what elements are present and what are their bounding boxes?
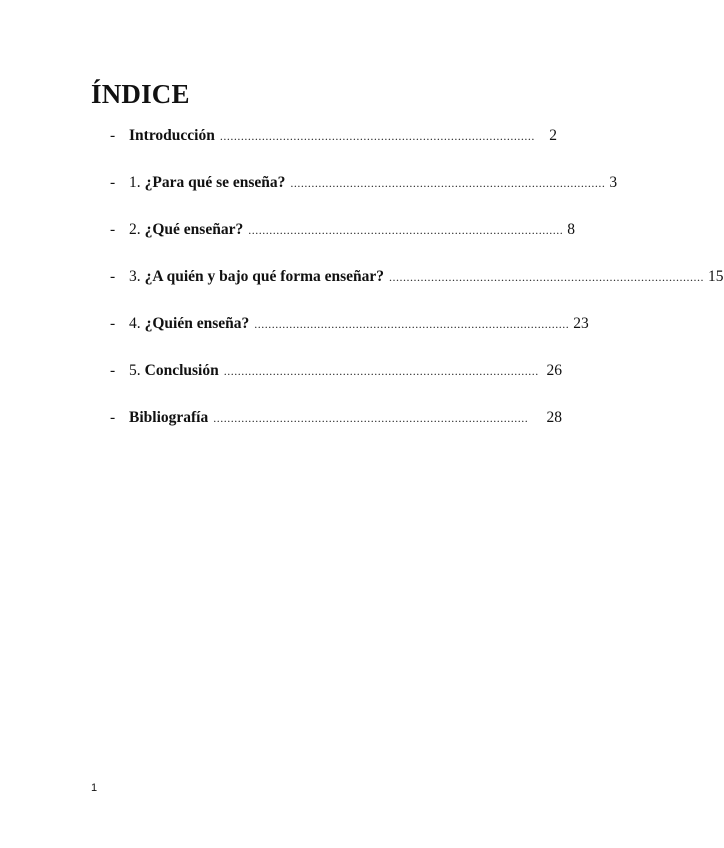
toc-entry-number: 2.	[129, 221, 141, 238]
toc-dot-leader: ..........................................................................................	[248, 223, 564, 237]
toc-dot-leader: ..........................................................................................	[290, 176, 606, 190]
toc-bullet: -	[110, 127, 116, 144]
toc-page-number: 3	[609, 174, 618, 191]
toc-entry-label: ¿Quién enseña?	[144, 315, 250, 332]
toc-bullet: -	[110, 174, 116, 191]
toc-entry-para-que-se-ensena[interactable]	[110, 171, 618, 195]
toc-entry-label: ¿A quién y bajo qué forma enseñar?	[144, 268, 385, 285]
toc-page-number: 2	[549, 127, 557, 144]
toc-entry-label: Bibliografía	[129, 409, 209, 426]
toc-bullet: -	[110, 362, 116, 379]
toc-page-number: 23	[573, 315, 589, 332]
toc-entry-conclusion[interactable]	[110, 359, 562, 383]
toc-entry-bibliografia[interactable]	[110, 406, 562, 430]
toc-entry-label: Conclusión	[144, 362, 219, 379]
toc-page-number: 26	[546, 362, 562, 379]
toc-page-number: 28	[546, 409, 562, 426]
toc-page-number: 15	[708, 268, 724, 285]
toc-dot-leader: ..........................................................................................	[219, 129, 535, 143]
toc-entry-number: 4.	[129, 315, 141, 332]
toc-dot-leader: ..........................................................................................	[254, 317, 570, 331]
toc-entry-label: ¿Para qué se enseña?	[144, 174, 286, 191]
toc-page-number: 8	[567, 221, 575, 238]
toc-dot-leader: ..........................................................................................	[389, 270, 705, 284]
toc-entry-label: Introducción	[129, 127, 215, 144]
toc-entry-quien-ensena[interactable]	[110, 312, 589, 336]
toc-entry-a-quien-ensenar[interactable]	[110, 265, 724, 289]
toc-bullet: -	[110, 315, 116, 332]
toc-entry-number: 3.	[129, 268, 141, 285]
toc-entry-introduccion[interactable]	[110, 124, 557, 148]
toc-entry-number: 5.	[129, 362, 141, 379]
page-title: ÍNDICE	[91, 79, 190, 109]
toc-dot-leader: ..........................................................................................	[213, 411, 529, 425]
toc-entry-que-ensenar[interactable]	[110, 218, 575, 242]
toc-entry-label: ¿Qué enseñar?	[144, 221, 244, 238]
toc-bullet: -	[110, 268, 116, 285]
toc-bullet: -	[110, 409, 116, 426]
toc-dot-leader: ..........................................................................................	[223, 364, 539, 378]
footer-page-number: 1	[91, 782, 98, 794]
toc-entry-number: 1.	[129, 174, 141, 191]
toc-bullet: -	[110, 221, 116, 238]
